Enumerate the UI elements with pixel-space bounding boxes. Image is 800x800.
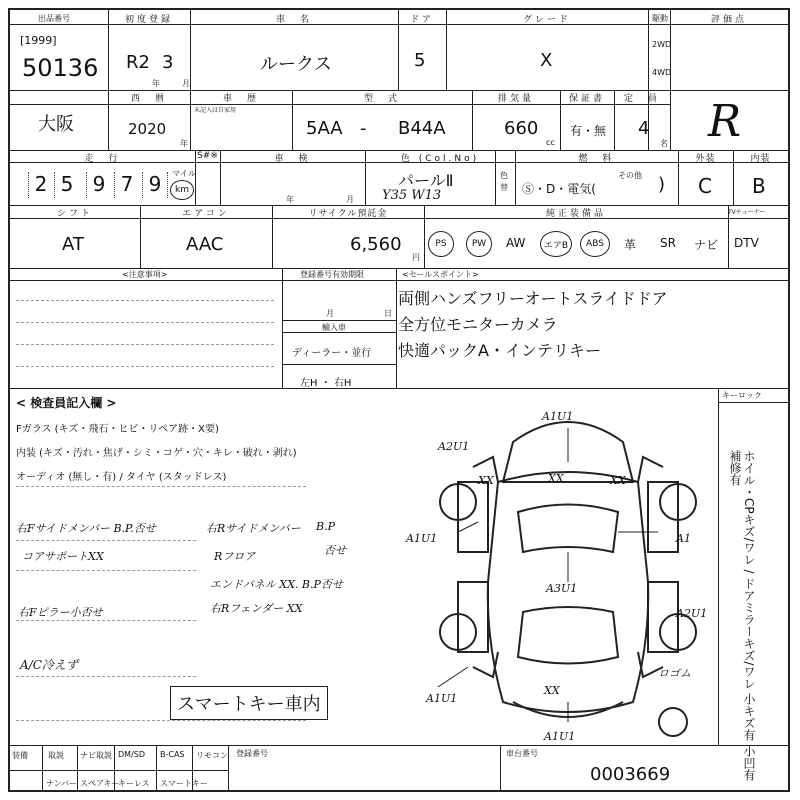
first-reg-label: 初度登録 (124, 15, 173, 25)
equip-abs: ABS (580, 231, 610, 257)
sales-point: 全方位モニターカメラ (398, 315, 558, 334)
chassis-label: 車台番号 (506, 749, 538, 758)
rating: R (708, 96, 742, 147)
region: 大阪 (38, 114, 74, 135)
diagram-mark: A1 (676, 532, 691, 545)
diagram-mark: A3U1 (546, 582, 578, 595)
equip-aw: AW (506, 236, 526, 250)
diagram-mark: A2U1 (676, 607, 708, 620)
mileage-digit: 2 (28, 172, 53, 198)
grade-label: グレード (522, 15, 571, 25)
car-damage-diagram (406, 402, 718, 743)
side-note: ホイル・CPキズ/ワレ / ドアミラーキズ/ワレ 小キズ有 小凹有 補修有 (728, 450, 756, 782)
rating-label: 評価点 (710, 15, 747, 25)
auction-sheet: 出品番号 [1999] 50136 初度登録 R2 3 年 月 車 名 ルークス ドア 5 グレード X 駆動 2WD 4WD 評価点 R 大阪 西 暦 2020 年 車 歴 未記入は自家用 型 式 5AA - B44A 排気量 660 cc 保証書 有・無 定 員 4 名 走 行 2 5 9 7 9 マイル km S#※ 車 検 年 月 色 (Col.No) パールⅡ Y35 W13 色替 燃 料 Ⓢ・D・電気( その他 ) 外装 C 内装 B シフト AT エアコン AAC リサイクル預託金 6,560 円 純正装備品 TVチューナー PS PW AW エアB ABS 革 SR ナビ DTV <注意事項> 登録番号有効期限 月 日 輸入車 ディーラー・並行 左H ・ 右H <セールスポイント> 両側ハンズフリーオートスライドドア 全方位モニターカメラ 快適パックA・インテリキー < 検査員記入欄 > Fガラス (キズ・飛石・ヒビ・リペア跡・X要) 内装 (キズ・汚れ・焦げ・シミ・コゲ・穴・キレ・破れ・剥れ) オーディオ (無し・有) / タイヤ (スタッドレス) キーロック 右Fサイドメンバー B.P.否せ コアサポートXX 右Rサイドメンバー Rフロア B.P 否せ エンドパネル XX. B.P否せ 右Fピラー小否せ 右Rフェンダー XX A/C冷えず スマートキー車内 ホイル・CPキズ/ワレ / ドアミラーキズ/ワレ 小キズ有 小凹有 補修有 A1U1 A2U1 XX XX XX A1U1 A1 A3U1 A2U1 XX A1U1 A1U1 ロゴム 装備 取説 ナビ取説 DM/SD B-CAS リモコン ナンバー スペアキー キーレス スマートキー 登録番号 車台番号 0003669 (8, 8, 790, 792)
sales-label: <セールスポイント> (402, 270, 479, 279)
diagram-mark: A1U1 (406, 532, 438, 545)
displacement: 660 (504, 118, 539, 139)
type-code: B44A (398, 118, 446, 139)
km-unit-circle: km (170, 180, 194, 200)
sales-point: 両側ハンズフリーオートスライドドア (398, 289, 668, 308)
equip-navi: ナビ (694, 238, 719, 252)
type-prefix: 5AA (306, 118, 343, 139)
mileage-digit: 9 (142, 172, 168, 198)
handwritten-note: 右Fサイドメンバー B.P.否せ (16, 522, 156, 535)
equip-pw: PW (466, 231, 492, 257)
equip-leather: 革 (624, 238, 637, 252)
color: パールⅡ (398, 171, 454, 190)
diagram-mark: A2U1 (438, 440, 470, 453)
diagram-mark: A1U1 (544, 730, 576, 743)
door-label: ドア (410, 15, 434, 25)
equip-sr: SR (660, 236, 676, 250)
diagram-mark: A1U1 (426, 692, 458, 705)
doors: 5 (414, 50, 426, 71)
car-name: ルークス (260, 54, 332, 75)
car-name-label: 車 名 (275, 15, 312, 25)
lot-number-label: 出品番号 (38, 14, 70, 23)
handwritten-note: A/C冷えず (20, 658, 78, 672)
chassis-number: 0003669 (590, 764, 671, 785)
color-code: Y35 W13 (382, 188, 442, 203)
key-lock-label: キーロック (722, 391, 762, 400)
handwritten-note: B.P (316, 520, 335, 533)
fuel: Ⓢ・D・電気( (522, 182, 596, 196)
first-reg-era: R2 (126, 52, 150, 73)
equip-ps: PS (428, 231, 454, 257)
drive-label: 駆動 (652, 14, 668, 23)
equip-airbag: エアB (540, 231, 572, 257)
exterior-grade: C (698, 174, 712, 198)
diagram-mark: ロゴム (658, 667, 691, 680)
diagram-mark: A1U1 (542, 410, 574, 423)
inspector-title: < 検査員記入欄 > (16, 396, 117, 410)
model-year: 2020 (128, 120, 167, 138)
mileage-digit: 9 (86, 172, 111, 198)
shift: AT (62, 234, 84, 255)
diagram-mark: XX (610, 474, 626, 487)
handwritten-note: 右Rフェンダー XX (210, 602, 303, 615)
warranty: 有・無 (570, 124, 607, 138)
handwritten-note: エンドパネル XX. B.P否せ (210, 578, 343, 591)
handwritten-note: 右Rサイドメンバー (206, 522, 301, 535)
diagram-mark: XX (548, 472, 564, 485)
handwritten-note: Rフロア (214, 550, 256, 563)
equip-dtv: DTV (734, 236, 759, 250)
sales-point: 快適パックA・インテリキー (398, 341, 601, 360)
mileage-digit: 7 (114, 172, 139, 198)
handwritten-note: 否せ (324, 544, 346, 557)
glass-line: Fガラス (キズ・飛石・ヒビ・リペア跡・X要) (16, 424, 219, 435)
grade: X (540, 50, 553, 71)
handwritten-note: 右Fピラー小否せ (18, 606, 103, 619)
interior-grade: B (752, 174, 766, 198)
first-reg-month: 3 (162, 52, 174, 73)
smart-key-note: スマートキー車内 (170, 686, 328, 720)
diagram-mark: XX (544, 684, 560, 697)
interior-line: 内装 (キズ・汚れ・焦げ・シミ・コゲ・穴・キレ・破れ・剥れ) (16, 448, 297, 459)
aircon: AAC (186, 234, 224, 255)
audio-line: オーディオ (無し・有) / タイヤ (スタッドレス) (16, 472, 227, 483)
caution-label: <注意事項> (122, 270, 168, 279)
mileage-digit: 5 (54, 172, 79, 198)
diagram-mark: XX (478, 474, 494, 487)
capacity: 4 (638, 118, 650, 139)
year-code: [1999] (20, 34, 57, 47)
recycle-deposit: 6,560 (350, 234, 402, 255)
handwritten-note: コアサポートXX (22, 550, 104, 563)
reg-number-label: 登録番号 (236, 749, 268, 758)
lot-number: 50136 (22, 54, 99, 82)
